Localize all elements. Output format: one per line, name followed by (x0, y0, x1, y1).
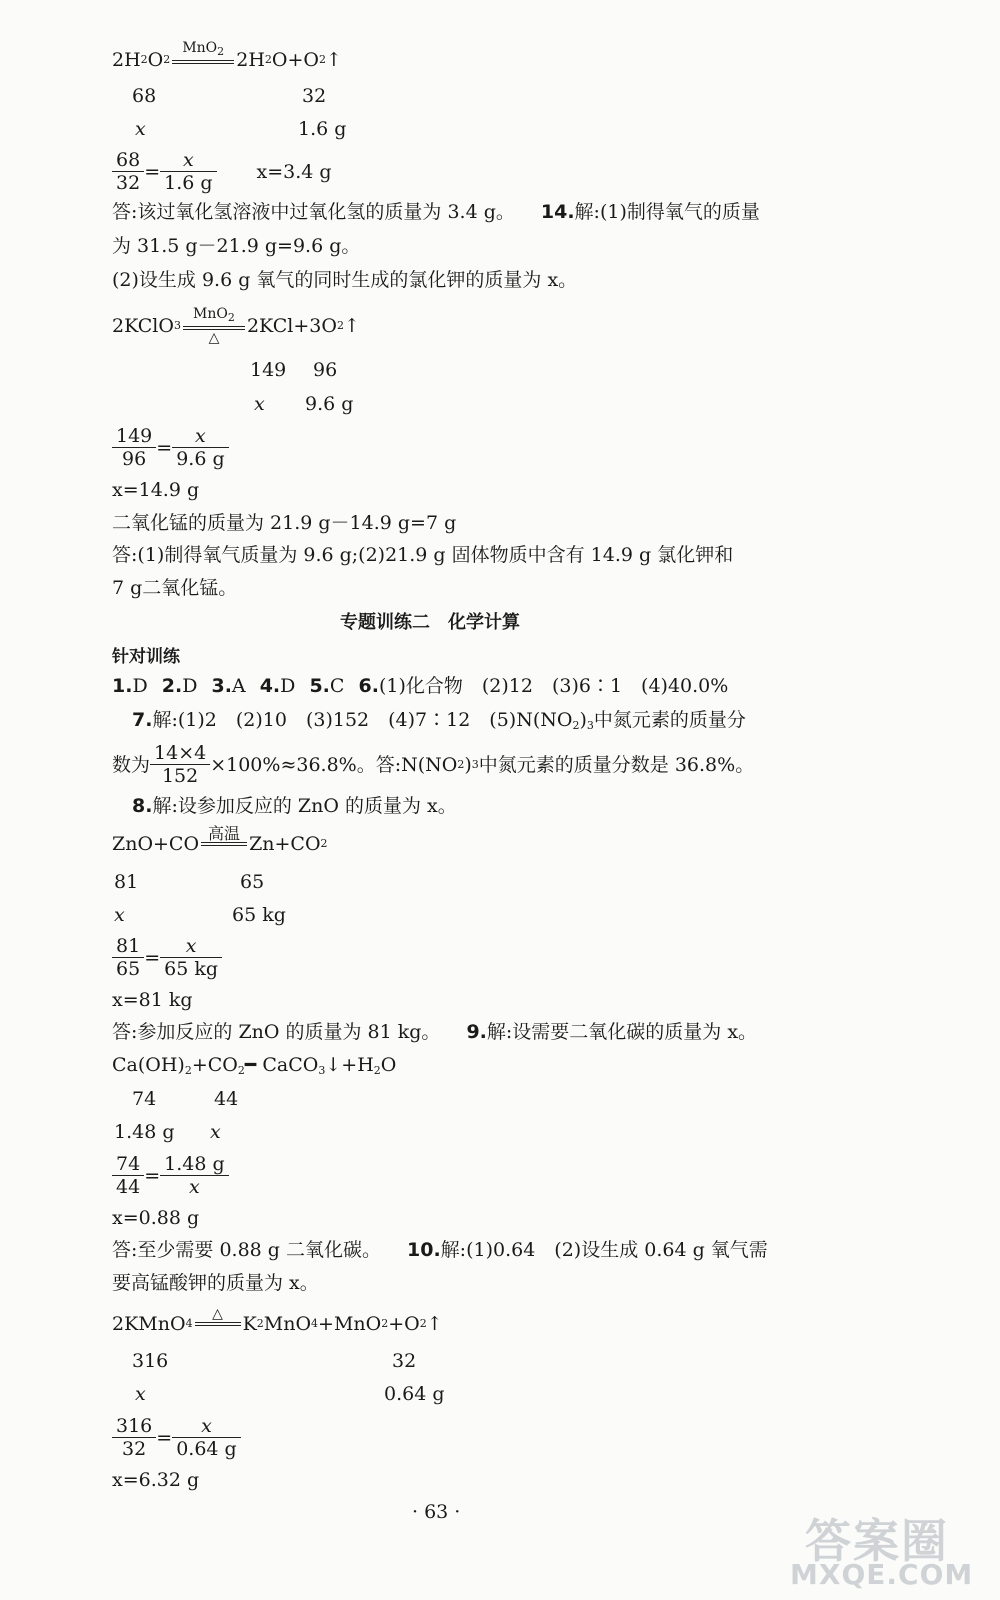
mass-value: 9.6 g (305, 393, 354, 415)
mass-value: 149 (250, 359, 287, 381)
mass-value: 1.6 g (298, 118, 347, 140)
variable-x: x (254, 393, 265, 415)
equation-caoh2: $Ca(OH)_2+CO_2━$ $CaCO_3↓+H_2O$ (112, 1054, 397, 1077)
mass-value: 32 (302, 85, 327, 107)
text-line: 为 31.5 g－21.9 g=9.6 g。 (112, 235, 361, 257)
page-number: · 63 · (412, 1501, 461, 1523)
ratio-equation: $\frac{149}{96}$ = $\frac{x}{9.6 g}$ (112, 424, 229, 470)
variable-x: x (114, 904, 125, 926)
answer-text: 答:(1)制得氧气质量为 9.6 g;(2)21.9 g 固体物质中含有 14.9 g 氯化钾和 (112, 544, 734, 566)
choice-answers: 1.D 2.D 3.A 4.D 5.C 6.(1)化合物 (2)12 (3)6∶1 (4)40.0% (112, 675, 729, 697)
result-line: x=81 kg (112, 989, 193, 1011)
result-line: x=6.32 g (112, 1469, 200, 1491)
answer-text: 答:参加反应的 ZnO 的质量为 81 kg。 9.解:设需要二氧化碳的质量为 x。 (112, 1021, 758, 1043)
answer-text: 7 g二氧化锰。 (112, 577, 238, 599)
ratio-equation: $\frac{81}{65}$ = $\frac{x}{65 kg}$ (112, 934, 222, 980)
mass-value: 316 (132, 1350, 169, 1372)
mass-value: 96 (313, 359, 338, 381)
answer-text: 答:至少需要 0.88 g 二氧化碳。 10.解:(1)0.64 (2)设生成 0.64 g 氧气需 (112, 1239, 768, 1261)
text-line: (2)设生成 9.6 g 氧气的同时生成的氯化钾的质量为 x。 (112, 269, 578, 291)
watermark-url: MXQE.COM (790, 1558, 974, 1591)
reaction-condition: MnO$_2$ (172, 40, 234, 80)
watermark-logo: 答案圈 (805, 1514, 949, 1568)
mass-value: 1.48 g (114, 1121, 175, 1143)
equation-zno: ZnO+CO 高温 Zn+CO 2 (112, 826, 328, 862)
ratio-equation: $\frac{68}{32}$ = $\frac{x}{1.6 g}$ x=3.4 g (112, 148, 332, 194)
text-line: 要高锰酸钾的质量为 x。 (112, 1272, 319, 1294)
equation-kmno4: 2KMnO 4 △ K 2 MnO 4 +MnO 2 +O 2 ↑ (112, 1306, 443, 1342)
question-7-line2: 数为 $\frac{14\times 4}{152}$ ×100%≈36.8%。答:N(NO 2 ) 3 中氮元素的质量分数是 36.8%。 (112, 742, 755, 787)
answer-text: 答:该过氧化氢溶液中过氧化氢的质量为 3.4 g。 14.解:(1)制得氧气的质量 (112, 201, 760, 223)
mass-value: 65 kg (232, 904, 286, 926)
variable-x: x (135, 1383, 146, 1405)
variable-x: x (135, 118, 146, 140)
result-line: x=0.88 g (112, 1207, 200, 1229)
mass-value: 68 (132, 85, 157, 107)
mass-value: 44 (214, 1088, 239, 1110)
mass-value: 65 (240, 871, 265, 893)
equation-kclo3: 2KClO 3 MnO$_2$ △ 2KCl+3O 2 ↑ (112, 306, 360, 346)
mass-value: 32 (392, 1350, 417, 1372)
question-7: 7.解:(1)2 (2)10 (3)152 (4)7∶12 $(5)N(NO_2)_3$中氮元素的质量分 (132, 709, 746, 732)
reaction-condition: MnO$_2$ △ (183, 306, 245, 346)
subsection-title: 针对训练 (112, 647, 180, 667)
reaction-condition: 高温 (201, 826, 247, 862)
mass-value: 74 (132, 1088, 157, 1110)
equation-h2o2: 2H 2 O 2 MnO$_2$ 2H 2 O+O 2 ↑ (112, 40, 342, 80)
ratio-equation: $\frac{74}{44}$ = $\frac{1.48 g}{x}$ (112, 1152, 229, 1198)
result-line: x=14.9 g (112, 479, 200, 501)
section-title: 专题训练二 化学计算 (340, 612, 520, 633)
question-8: 8.解:设参加反应的 ZnO 的质量为 x。 (132, 795, 457, 817)
reaction-condition: △ (195, 1306, 241, 1342)
variable-x: x (210, 1121, 221, 1143)
mass-value: 81 (114, 871, 139, 893)
ratio-equation: $\frac{316}{32}$ = $\frac{x}{0.64 g}$ (112, 1414, 241, 1460)
text-line: 二氧化锰的质量为 21.9 g－14.9 g=7 g (112, 512, 457, 534)
mass-value: 0.64 g (384, 1383, 445, 1405)
